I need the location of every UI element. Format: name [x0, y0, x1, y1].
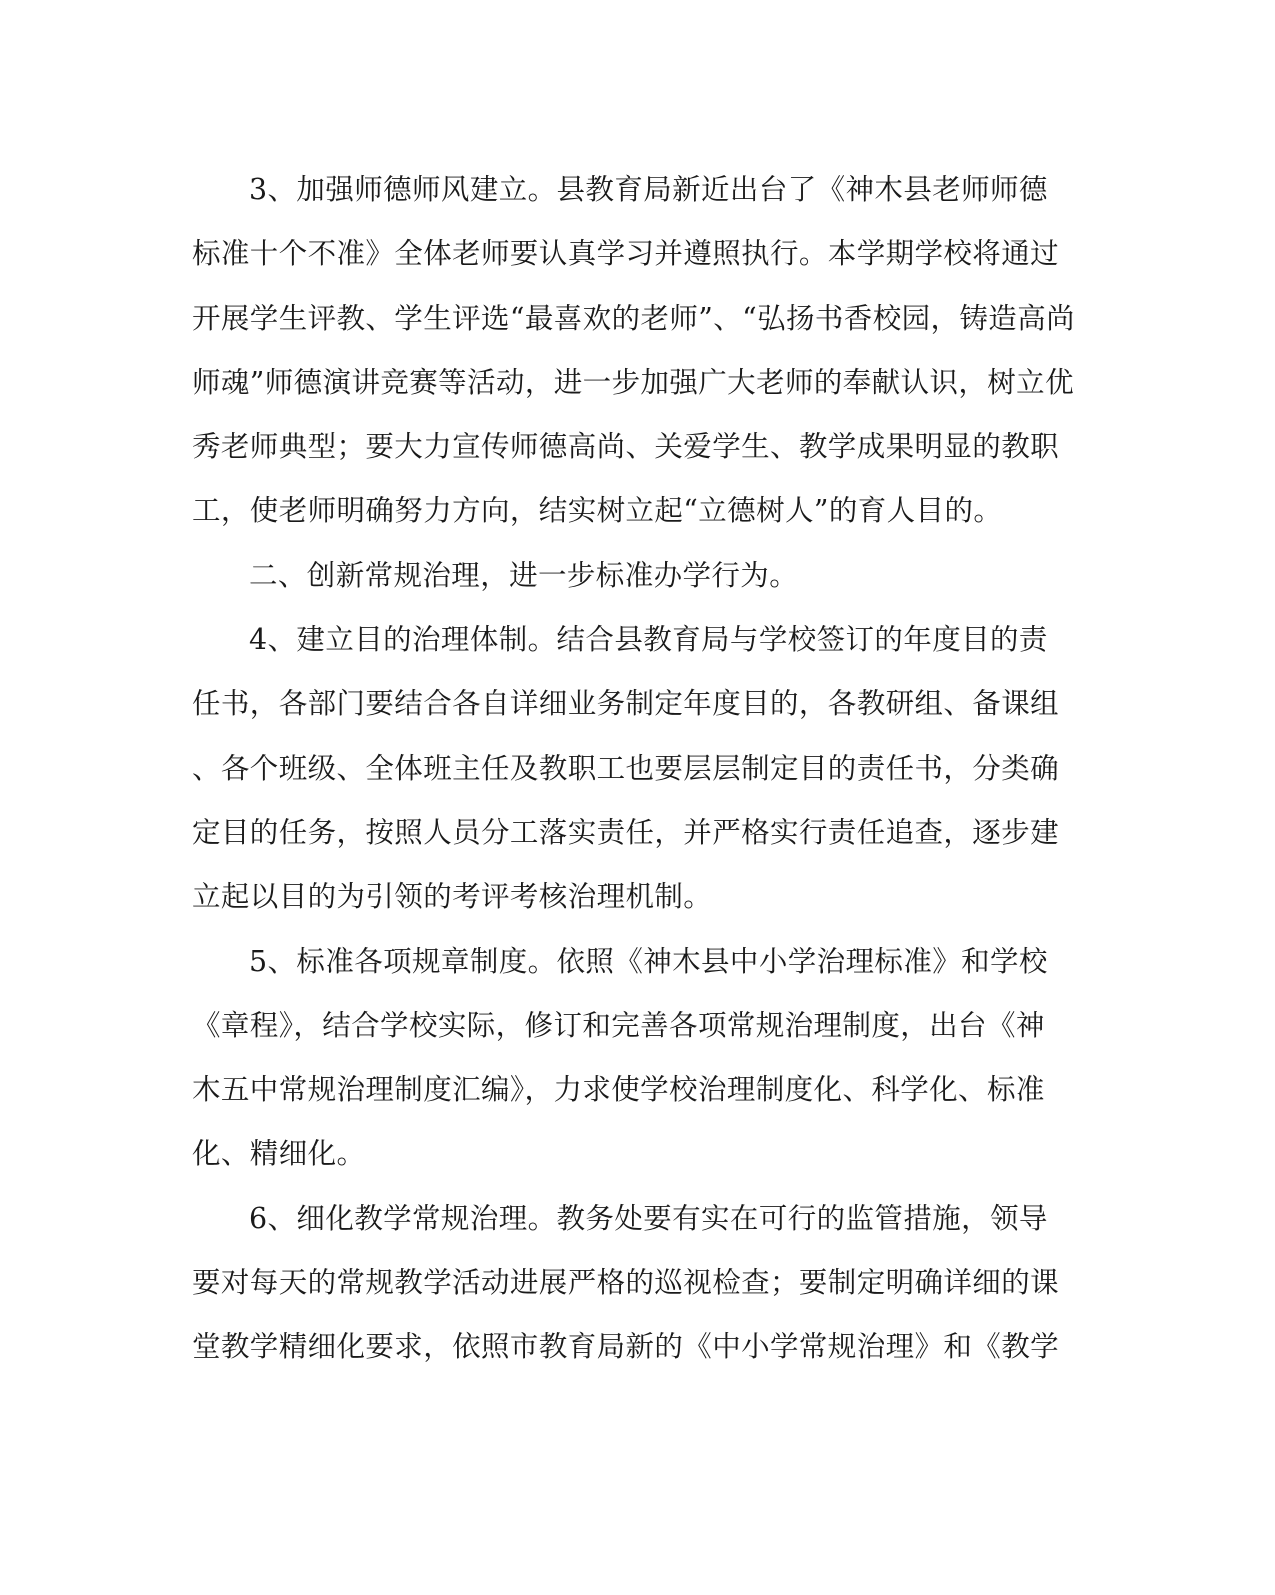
text-line: 3、加强师德师风建立。县教育局新近出台了《神木县老师师德 — [249, 173, 1048, 206]
text-line: 《章程》，结合学校实际，修订和完善各项常规治理制度，出台《神 — [192, 1008, 1045, 1042]
text-line: 6、细化教学常规治理。教务处要有实在可行的监管措施，领导 — [249, 1201, 1048, 1235]
text-line: 堂教学精细化要求，依照市教育局新的《中小学常规治理》和《教学 — [192, 1330, 1060, 1364]
text-line: 秀老师典型；要大力宣传师德高尚、关爱学生、教学成果明显的教职 — [192, 430, 1060, 464]
document-body — [192, 158, 1076, 1380]
text-line: 4、建立目的治理体制。结合县教育局与学校签订的年度目的责 — [249, 623, 1048, 657]
text-line: 工，使老师明确努力方向，结实树立起“立德树人”的育人目的。 — [192, 494, 1003, 528]
text-line: 开展学生评教、学生评选“最喜欢的老师”、“弘扬书香校园，铸造高尚 — [192, 301, 1076, 335]
text-line: 立起以目的为引领的考评考核治理机制。 — [192, 880, 713, 914]
text-line: 任书，各部门要结合各自详细业务制定年度目的，各教研组、备课组 — [192, 687, 1060, 721]
text-line: 5、标准各项规章制度。依照《神木县中小学治理标准》和学校 — [249, 944, 1048, 978]
text-line: 标准十个不准》全体老师要认真学习并遵照执行。本学期学校将通过 — [192, 237, 1060, 271]
text-line: 、各个班级、全体班主任及教职工也要层层制定目的责任书，分类确 — [192, 751, 1060, 785]
text-line: 化、精细化。 — [192, 1137, 366, 1171]
text-line: 定目的任务，按照人员分工落实责任，并严格实行责任追查，逐步建 — [192, 815, 1060, 849]
text-line: 木五中常规治理制度汇编》，力求使学校治理制度化、科学化、标准 — [192, 1073, 1045, 1107]
section-heading: 二、创新常规治理，进一步标准办学行为。 — [249, 558, 799, 592]
text-line: 要对每天的常规教学活动进展严格的巡视检查；要制定明确详细的课 — [192, 1266, 1060, 1300]
text-line: 师魂”师德演讲竞赛等活动，进一步加强广大老师的奉献认识，树立优 — [192, 365, 1074, 399]
